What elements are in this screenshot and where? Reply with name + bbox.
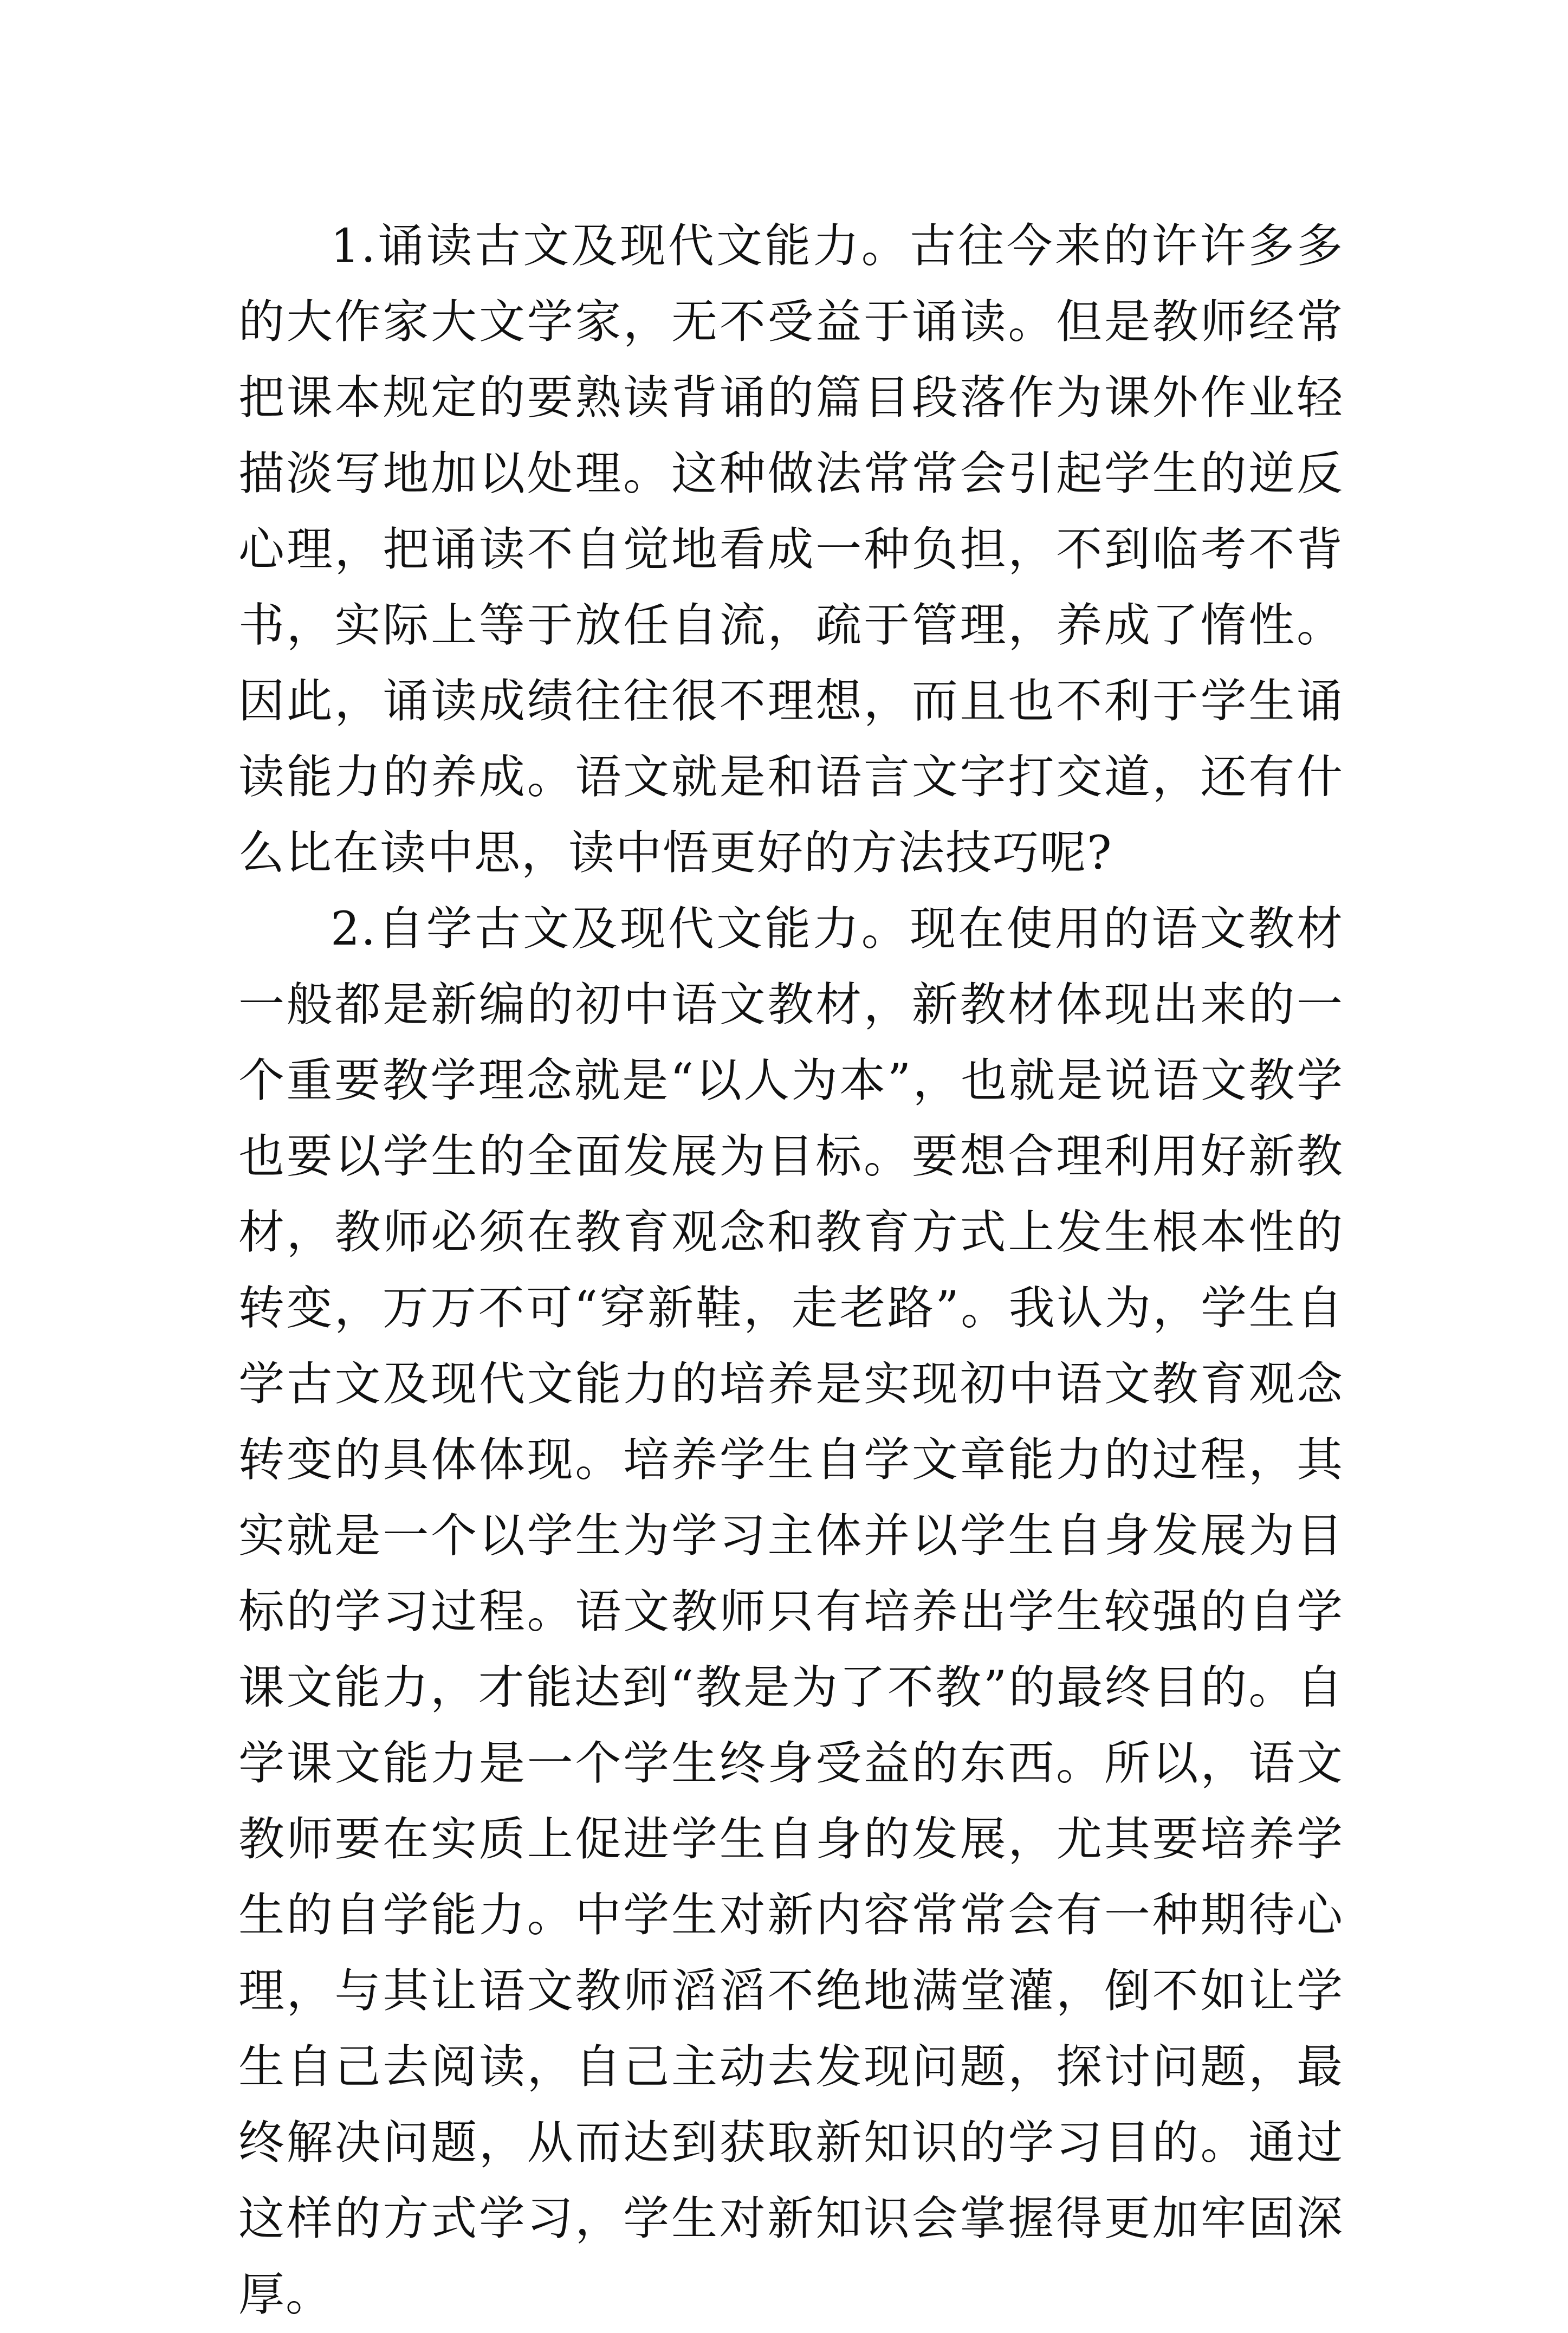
paragraph-reading-ability: 1.诵读古文及现代文能力。古往今来的许许多多的大作家大文学家，无不受益于诵读。但是教师经常把课本规定的要熟读背诵的篇目段落作为课外作业轻描淡写地加以处理。这种做法常常会引起学生的逆反心理，把诵读不自觉地看成一种负担，不到临考不背书，实际上等于放任自流，疏于管理，养成了惰性。因此，诵读成绩往往很不理想，而且也不利于学生诵读能力的养成。语文就是和语言文字打交道，还有什么比在读中思，读中悟更好的方法技巧呢? (238, 219, 1344, 880)
document-body (238, 209, 1344, 2333)
paragraph-self-study-ability: 2.自学古文及现代文能力。现在使用的语文教材一般都是新编的初中语文教材，新教材体现出来的一个重要教学理念就是“以人为本”，也就是说语文教学也要以学生的全面发展为目标。要想合理利用好新教材，教师必须在教育观念和教育方式上发生根本性的转变，万万不可“穿新鞋，走老路”。我认为，学生自学古文及现代文能力的培养是实现初中语文教育观念转变的具体体现。培养学生自学文章能力的过程，其实就是一个以学生为学习主体并以学生自身发展为目标的学习过程。语文教师只有培养出学生较强的自学课文能力，才能达到“教是为了不教”的最终目的。自学课文能力是一个学生终身受益的东西。所以，语文教师要在实质上促进学生自身的发展，尤其要培养学生的自学能力。中学生对新内容常常会有一种期待心理，与其让语文教师滔滔不绝地满堂灌，倒不如让学生自己去阅读，自己主动去发现问题，探讨问题，最终解决问题，从而达到获取新知识的学习目的。通过这样的方式学习，学生对新知识会掌握得更加牢固深厚。 (238, 902, 1344, 2322)
